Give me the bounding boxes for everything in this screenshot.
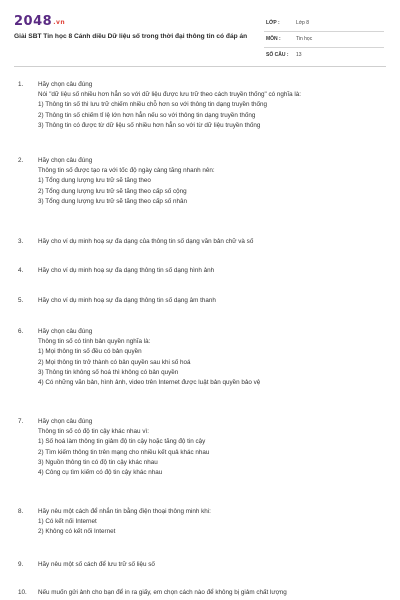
document-title: Giải SBT Tin học 8 Cánh diều Dữ liệu số trong thời đại thông tin có đáp án bbox=[14, 33, 248, 40]
question-line: 4) Công cụ tìm kiếm có độ tin cậy khác nhau bbox=[38, 469, 163, 477]
question-line: 2) Tổng dung lượng lưu trữ sẽ tăng theo cấp số cộng bbox=[38, 187, 187, 195]
question-line: 2) Mọi thông tin trở thành có bản quyền sau khi số hoá bbox=[38, 358, 191, 366]
question-line: 1) Số hoá làm thông tin giảm độ tin cậy hoặc tăng độ tin cậy bbox=[38, 438, 206, 446]
meta-key: LỚP : bbox=[266, 20, 280, 26]
meta-value: Lớp 8 bbox=[296, 20, 310, 26]
meta-value: 13 bbox=[296, 52, 302, 58]
question-body bbox=[38, 560, 388, 570]
question-body bbox=[38, 327, 388, 388]
question-body bbox=[38, 588, 388, 598]
question-line: 3) Thông tin không số hoá thì không có bản quyền bbox=[38, 368, 179, 376]
question-line: 3) Thông tin có được từ dữ liệu số nhiều hơn hẳn so với từ dữ liệu truyền thống bbox=[38, 121, 261, 129]
question-line: Hãy cho ví dụ minh hoạ sự đa dạng của thông tin số dạng văn bản chữ và số bbox=[38, 238, 254, 245]
meta-table bbox=[264, 16, 384, 63]
question-line: Thông tin số được tạo ra với tốc độ ngày càng tăng nhanh nên: bbox=[38, 167, 215, 175]
question-number: 6. bbox=[18, 328, 24, 335]
question-body bbox=[38, 80, 388, 131]
question-line: Nói "dữ liệu số nhiều hơn hẳn so với dữ liệu được lưu trữ theo cách truyền thống" có nghĩa là: bbox=[38, 91, 302, 99]
question-body bbox=[38, 266, 388, 276]
question-line: Hãy chọn câu đúng bbox=[38, 328, 93, 335]
question-number: 1. bbox=[18, 81, 24, 88]
meta-row-count bbox=[264, 48, 384, 63]
meta-row-subject bbox=[264, 32, 384, 48]
question-body bbox=[38, 156, 388, 207]
question-line: Hãy chọn câu đúng bbox=[38, 81, 93, 88]
meta-row-grade bbox=[264, 16, 384, 32]
question-number: 3. bbox=[18, 238, 24, 245]
question-line: 1) Thông tin số thì lưu trữ chiếm nhiều chỗ hơn so với thông tin dạng truyền thống bbox=[38, 101, 268, 109]
question-line: 1) Tổng dung lượng lưu trữ sẽ tăng theo bbox=[38, 177, 151, 185]
question-line: Hãy nêu một số cách để lưu trữ số liệu số bbox=[38, 561, 155, 568]
logo-text: 2048 bbox=[14, 14, 53, 29]
question-line: 3) Tổng dung lượng lưu trữ sẽ tăng theo cấp số nhân bbox=[38, 197, 187, 205]
question-number: 5. bbox=[18, 297, 24, 304]
question-line: 4) Có những văn bản, hình ảnh, video trên Internet được luật bản quyền bảo vệ bbox=[38, 379, 261, 387]
question-number: 9. bbox=[18, 561, 24, 568]
question-number: 8. bbox=[18, 508, 24, 515]
question-line: Hãy cho ví dụ minh hoạ sự đa dạng thông tin số dạng âm thanh bbox=[38, 297, 216, 304]
document-header bbox=[14, 14, 386, 62]
meta-key: SỐ CÂU : bbox=[266, 52, 289, 58]
meta-key: MÔN : bbox=[266, 36, 281, 42]
question-line: Hãy chọn câu đúng bbox=[38, 418, 93, 425]
site-logo[interactable] bbox=[14, 14, 65, 29]
question-line: 1) Mọi thông tin số đều có bản quyền bbox=[38, 348, 142, 356]
question-line: Hãy chọn câu đúng bbox=[38, 157, 93, 164]
question-number: 10. bbox=[18, 589, 27, 596]
question-line: Thông tin số có tính bản quyền nghĩa là: bbox=[38, 338, 151, 346]
question-number: 2. bbox=[18, 157, 24, 164]
question-line: 2) Thông tin số chiếm tỉ lệ lớn hơn hẳn nếu so với thông tin dạng truyền thống bbox=[38, 111, 256, 119]
question-line: Hãy cho ví dụ minh hoạ sự đa dạng thông tin số dạng hình ảnh bbox=[38, 267, 215, 274]
question-number: 4. bbox=[18, 267, 24, 274]
question-line: 2) Không có kết nối Internet bbox=[38, 528, 116, 536]
meta-value: Tin học bbox=[296, 36, 313, 42]
question-body bbox=[38, 507, 388, 538]
question-line: Hãy nêu một cách để nhắn tin bằng điện thoại thông minh khi: bbox=[38, 508, 211, 515]
question-number: 7. bbox=[18, 418, 24, 425]
question-line: 2) Tìm kiếm thông tin trên mạng cho nhiều kết quả khác nhau bbox=[38, 448, 210, 456]
header-divider bbox=[14, 66, 386, 67]
question-line: Thông tin số có độ tin cậy khác nhau vì: bbox=[38, 428, 149, 436]
question-line: Nếu muốn gửi ảnh cho bạn để in ra giấy, em chọn cách nào để không bị giảm chất lượng bbox=[38, 589, 287, 596]
question-body bbox=[38, 296, 388, 306]
logo-suffix: .vn bbox=[53, 19, 66, 26]
question-body bbox=[38, 237, 388, 247]
question-line: 3) Nguồn thông tin có độ tin cậy khác nhau bbox=[38, 458, 158, 466]
question-line: 1) Có kết nối Internet bbox=[38, 518, 97, 526]
question-body bbox=[38, 417, 388, 478]
